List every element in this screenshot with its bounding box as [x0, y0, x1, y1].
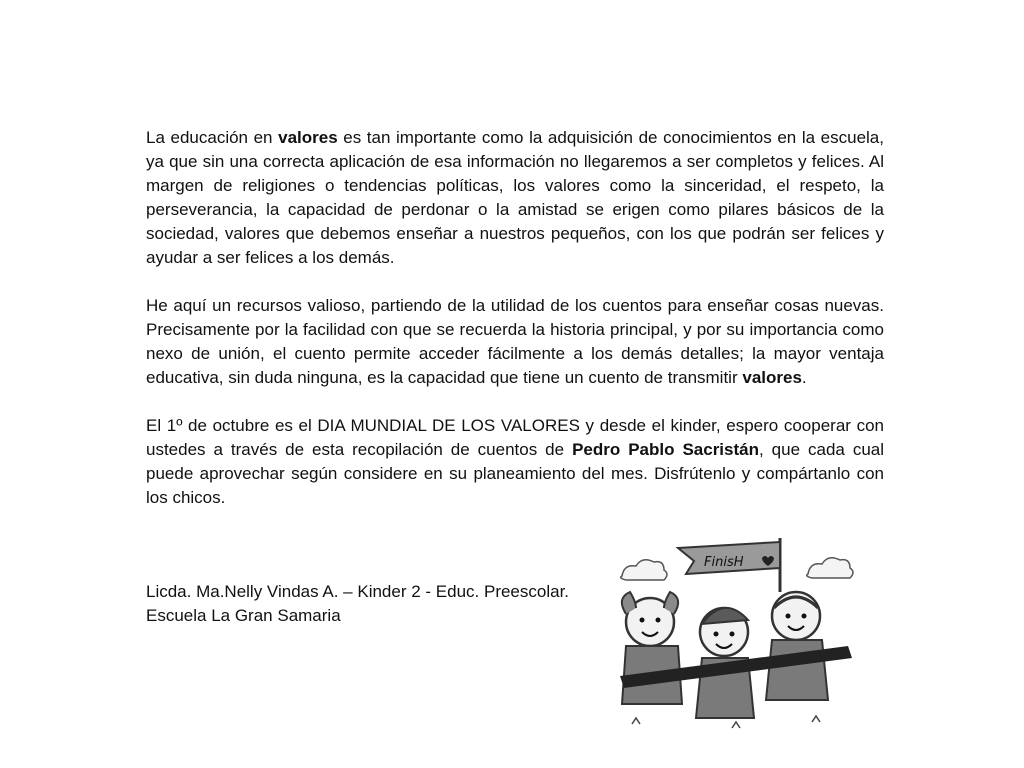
body-text	[146, 126, 884, 534]
paragraph-3: El 1º de octubre es el DIA MUNDIAL DE LOS VALORES y desde el kinder, espero cooperar con ustedes a través de esta recopilación de cuentos de Pedro Pablo Sacristán, que cada cual puede aprovechar según considere en su planeamiento del mes. Disfrútenlo y compártanlo con los chicos.	[146, 416, 885, 507]
signature-block	[146, 580, 606, 628]
signature-school: Escuela La Gran Samaria	[146, 606, 341, 625]
cloud-icon	[621, 560, 667, 580]
kids-finish-line-illustration	[612, 534, 862, 734]
emphasis-valores: valores	[742, 368, 802, 387]
cloud-icon	[807, 558, 853, 578]
emphasis-author: Pedro Pablo Sacristán	[572, 440, 759, 459]
kid-head	[772, 592, 820, 640]
emphasis-valores: valores	[278, 128, 338, 147]
paragraph-2: He aquí un recursos valioso, partiendo de la utilidad de los cuentos para enseñar cosas nuevas. Precisamente por la facilidad con que se recuerda la historia principal, y por su importancia como nexo de unión, el cuento permite acceder fácilmente a los demás detalles; la mayor ventaja educativa, sin duda ninguna, es la capacidad que tiene un cuento de transmitir valores.	[146, 296, 884, 387]
banner-text: FinisH	[704, 555, 744, 570]
paragraph-1: La educación en valores es tan importante como la adquisición de conocimientos en la escuela, ya que sin una correcta aplicación de esa información no llegaremos a ser completos y felices. Al margen de religiones o tendencias políticas, los valores como la sinceridad, el respeto, la perseverancia, la capacidad de perdonar o la amistad se erigen como pilares básicos de la sociedad, valores que debemos enseñar a nuestros pequeños, con los que podrán ser felices y ayudar a ser felices a los demás.	[146, 128, 884, 267]
signature-name: Licda. Ma.Nelly Vindas A. – Kinder 2 - Educ. Preescolar.	[146, 582, 570, 601]
sack	[766, 640, 828, 700]
